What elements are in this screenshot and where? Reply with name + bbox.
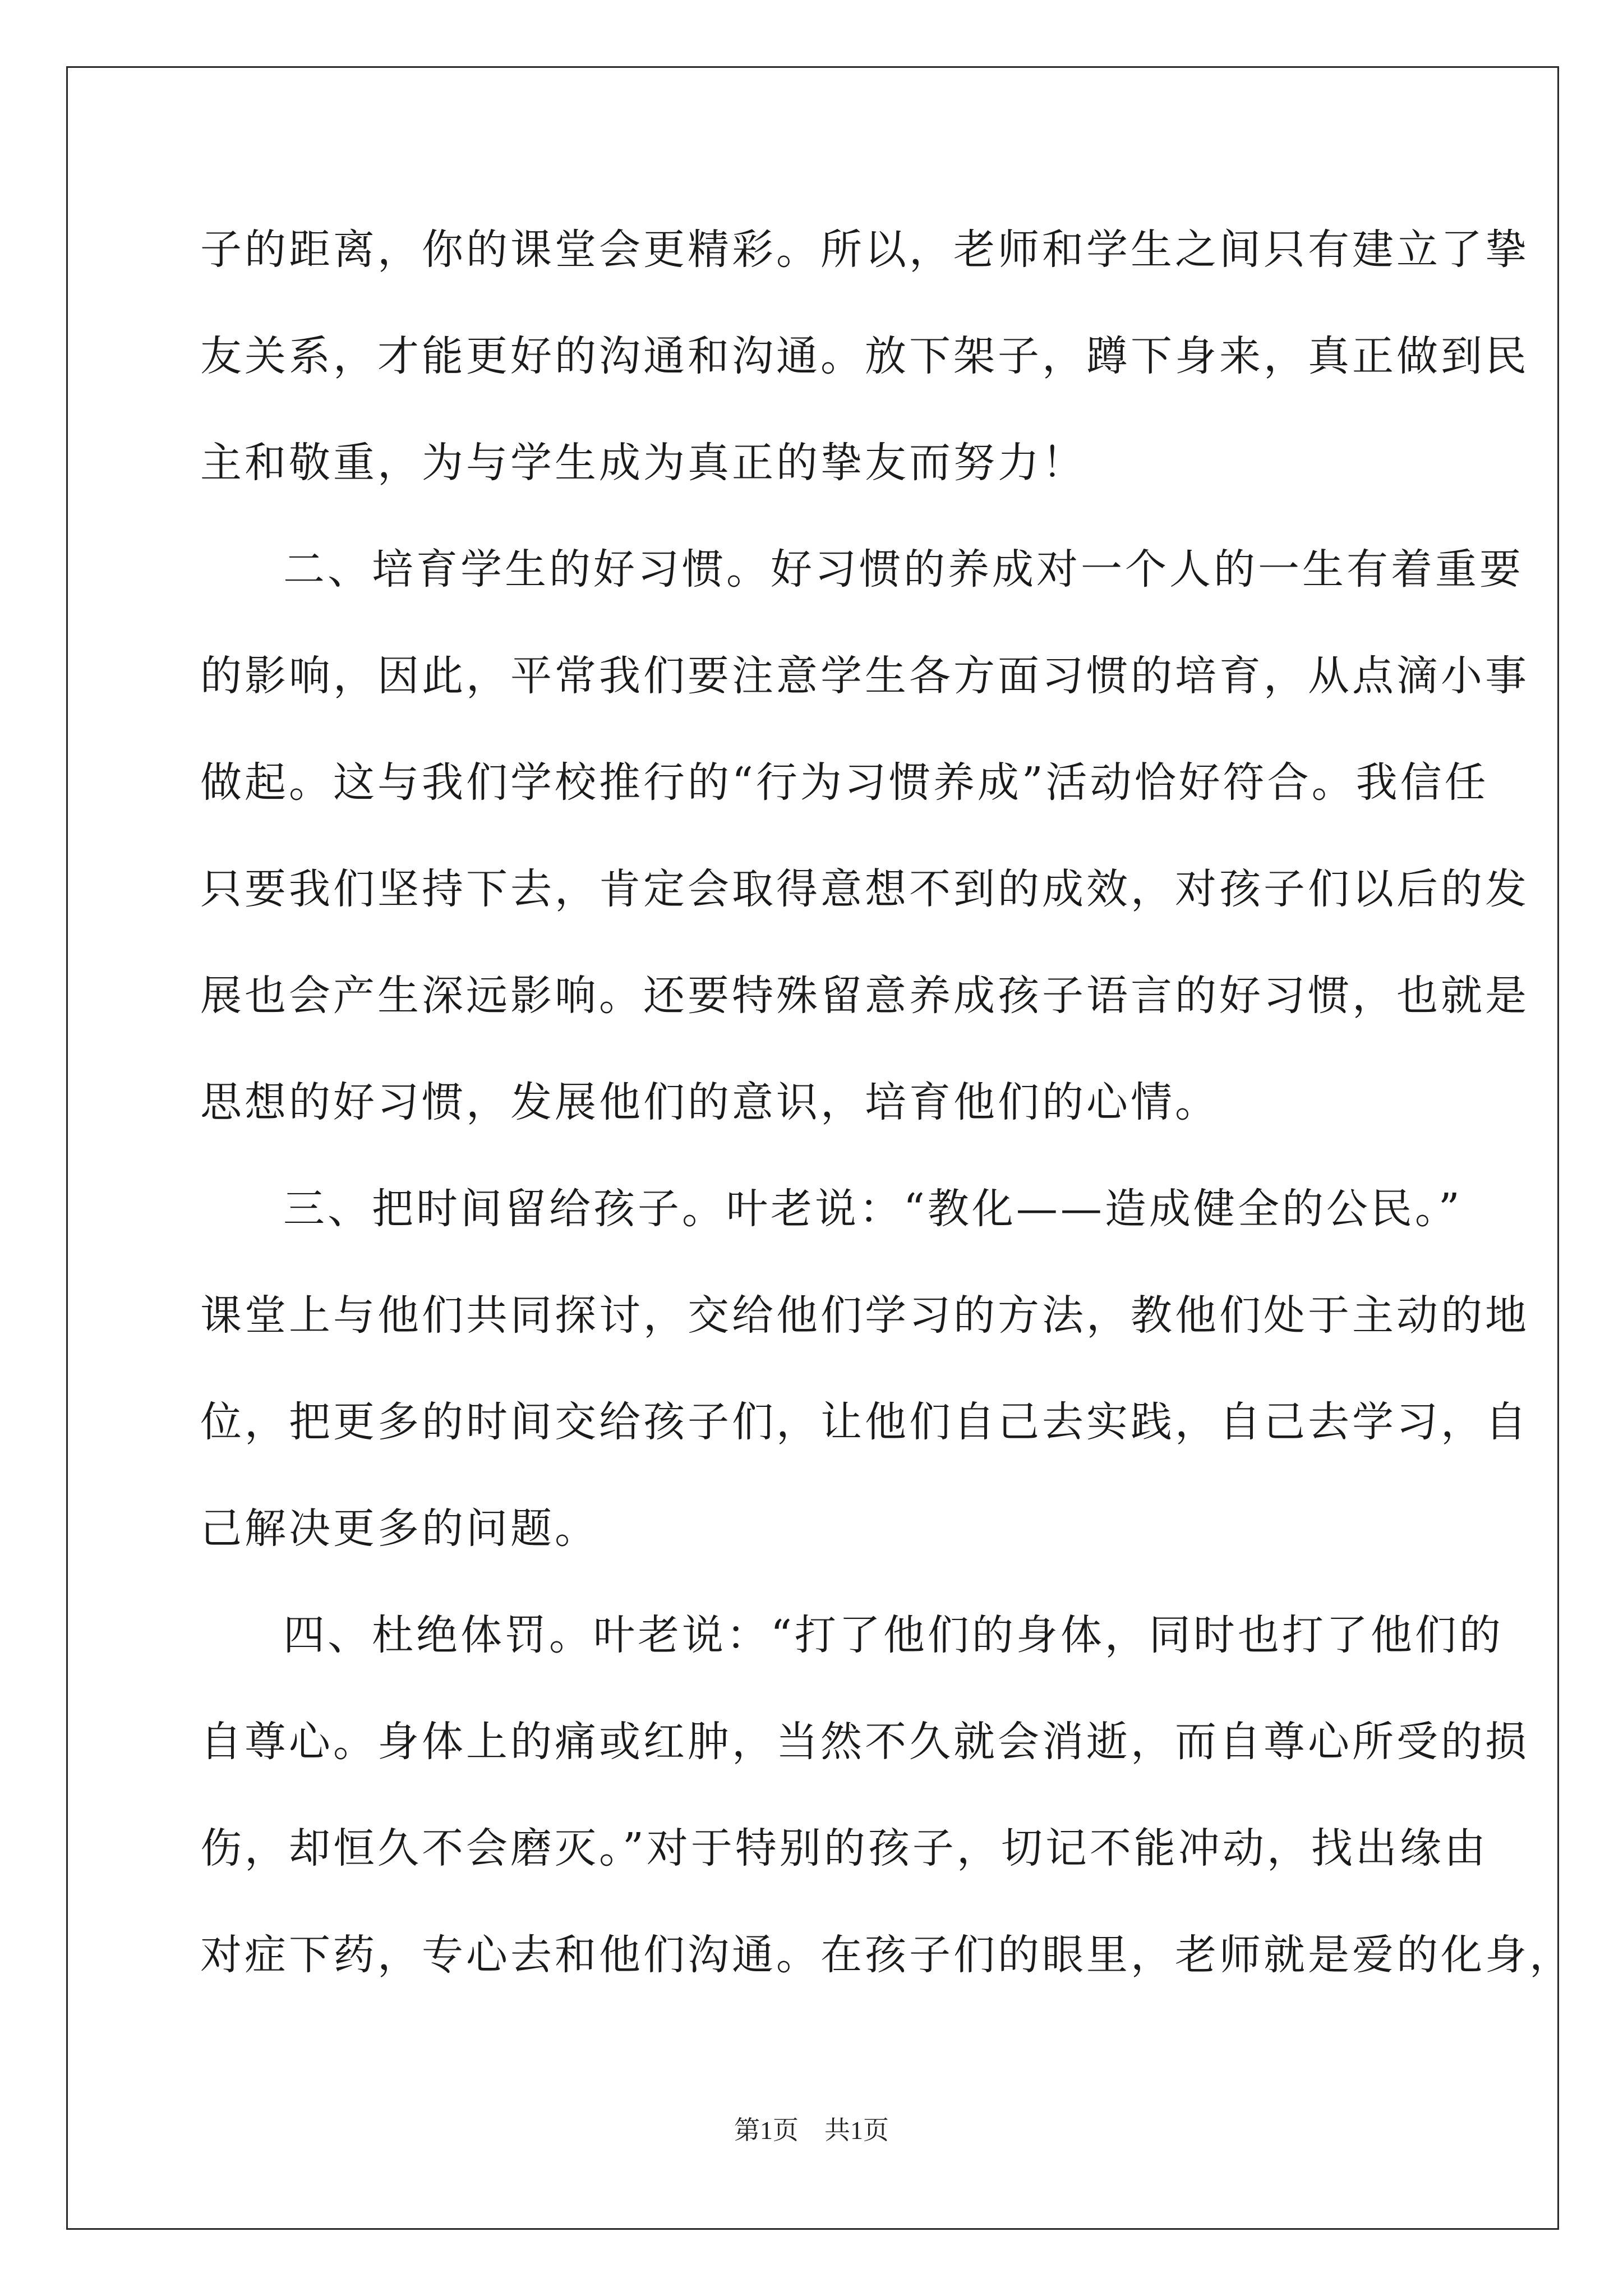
- paragraph-line: 子的距离，你的课堂会更精彩。所以，老师和学生之间只有建立了挚: [200, 226, 1529, 274]
- paragraph-line: 己解决更多的问题。: [200, 1504, 599, 1553]
- paragraph-line: 思想的好习惯，发展他们的意识，培育他们的心情。: [200, 1078, 1219, 1126]
- paragraph-line: 自尊心。身体上的痛或红肿，当然不久就会消逝，而自尊心所受的损: [200, 1718, 1529, 1766]
- paragraph-line: 位，把更多的时间交给孩子们，让他们自己去实践，自己去学习，自: [200, 1398, 1529, 1446]
- paragraph-line: 做起。这与我们学校推行的“行为习惯养成”活动恰好符合。我信任: [200, 758, 1489, 807]
- paragraph-line: 四、杜绝体罚。叶老说：“打了他们的身体，同时也打了他们的: [283, 1611, 1504, 1659]
- paragraph-line: 对症下药，专心去和他们沟通。在孩子们的眼里，老师就是爱的化身，: [200, 1931, 1574, 1979]
- paragraph-line: 展也会产生深远影响。还要特殊留意养成孩子语言的好习惯，也就是: [200, 972, 1529, 1020]
- paragraph-line: 伤，却恒久不会磨灭。”对于特别的孩子，切记不能冲动，找出缘由: [200, 1824, 1488, 1872]
- paragraph-line: 友关系，才能更好的沟通和沟通。放下架子，蹲下身来，真正做到民: [200, 332, 1529, 380]
- document-body: [200, 213, 1574, 2025]
- page-number-footer: 第1页 共1页: [734, 2116, 889, 2145]
- paragraph-line: 课堂上与他们共同探讨，交给他们学习的方法，教他们处于主动的地: [200, 1291, 1529, 1340]
- paragraph-line: 的影响，因此，平常我们要注意学生各方面习惯的培育，从点滴小事: [200, 652, 1529, 700]
- paragraph-line: 二、培育学生的好习惯。好习惯的养成对一个人的一生有着重要: [283, 545, 1524, 593]
- paragraph-line: 主和敬重，为与学生成为真正的挚友而努力！: [200, 439, 1086, 487]
- paragraph-line: 三、把时间留给孩子。叶老说：“教化——造成健全的公民。”: [283, 1185, 1463, 1233]
- paragraph-line: 只要我们坚持下去，肯定会取得意想不到的成效，对孩子们以后的发: [200, 865, 1529, 913]
